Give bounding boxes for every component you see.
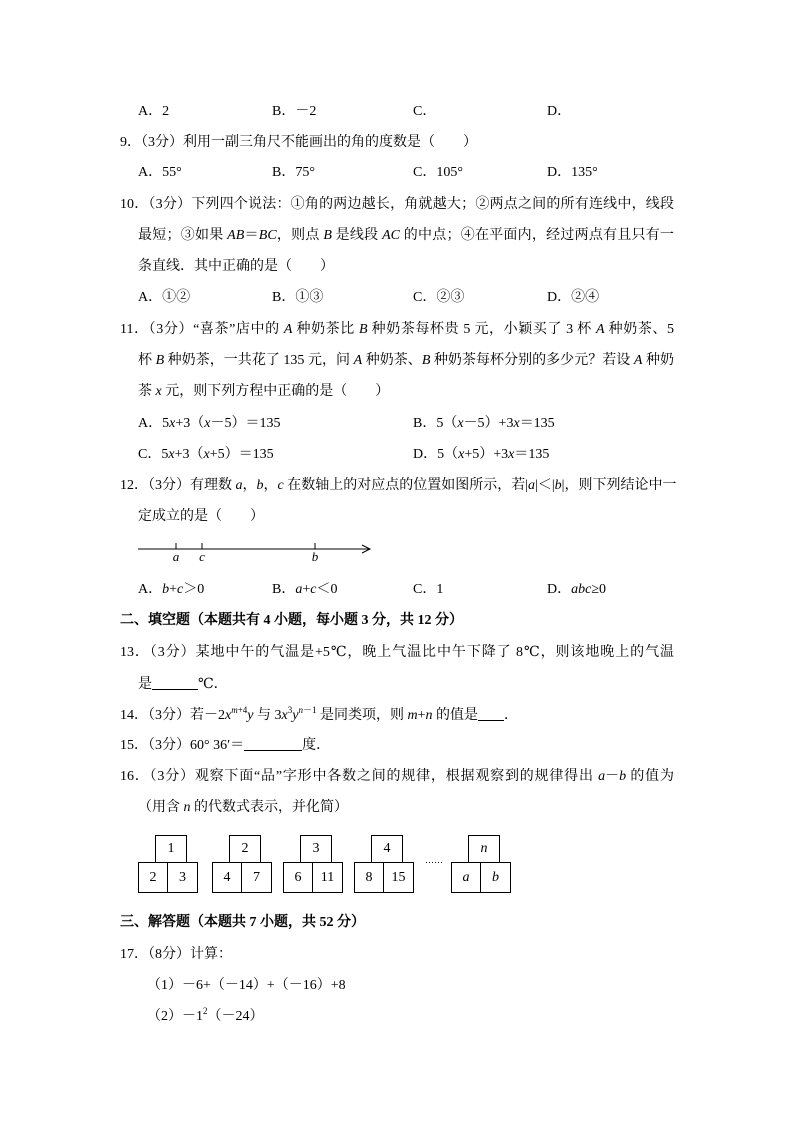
text-run: 在数轴上的对应点的位置如图所示，若| bbox=[283, 478, 529, 493]
text-run: D．5（ bbox=[413, 447, 459, 462]
math-variable: x bbox=[169, 416, 176, 431]
option-c: C． bbox=[413, 104, 437, 119]
question-17-part-1 bbox=[147, 976, 346, 996]
math-variable: B bbox=[323, 228, 332, 243]
text-run: 元，则下列方程中正确的是（ ） bbox=[161, 384, 390, 399]
question-10-options bbox=[0, 288, 794, 308]
math-variable: AC bbox=[382, 228, 401, 243]
text-run: 是同类项，则 bbox=[316, 708, 408, 723]
text-run: ＞0 bbox=[183, 582, 205, 597]
option-c bbox=[138, 445, 274, 465]
text-run: + bbox=[417, 708, 426, 723]
text-run: 种奶茶每杯贵 5 元，小颖买了 3 杯 bbox=[367, 322, 596, 337]
option-c: C．105° bbox=[413, 165, 463, 180]
answer-blank bbox=[244, 736, 302, 751]
question-12-line-2 bbox=[138, 507, 264, 527]
text-run: +3（ bbox=[175, 416, 205, 431]
option-b: B．－2 bbox=[272, 104, 317, 119]
pin-lower-second-cell: 15 bbox=[383, 862, 414, 893]
text-run: +3（ bbox=[174, 447, 204, 462]
text-run: 11．（3分）“喜茶”店中的 bbox=[120, 322, 284, 337]
option-d: D．②④ bbox=[547, 290, 600, 305]
text-run: （－24） bbox=[207, 1009, 264, 1024]
pin-shape-4 bbox=[354, 835, 414, 893]
pin-lower-second-cell: 3 bbox=[167, 862, 198, 893]
text-run: ＝135 bbox=[514, 447, 550, 462]
math-variable: A bbox=[595, 322, 605, 337]
math-variable: n bbox=[183, 800, 191, 815]
text-run: +5）＝135 bbox=[209, 447, 274, 462]
option-d: D． bbox=[547, 104, 572, 119]
option-a bbox=[138, 580, 204, 600]
text-run: ＜0 bbox=[316, 582, 338, 597]
text-run: 最短；③如果 bbox=[138, 228, 228, 243]
text-run: C．1 bbox=[413, 582, 444, 597]
question-10-line-3 bbox=[138, 257, 334, 277]
pin-shape-1 bbox=[138, 835, 198, 893]
math-variable: x bbox=[281, 708, 288, 723]
text-run: 条直线．其中正确的是（ ） bbox=[138, 259, 334, 274]
text-run: 种奶 bbox=[642, 353, 674, 368]
section-fill-in-heading: 二、填空题（本题共有 4 小题，每小题 3 分，共 12 分） bbox=[120, 613, 463, 628]
question-13-line-2 bbox=[138, 675, 228, 695]
math-variable: A bbox=[283, 322, 293, 337]
pin-shape-3 bbox=[283, 835, 343, 893]
math-variable: abc bbox=[571, 582, 592, 597]
question-9-stem: 9．（3分）利用一副三角尺不能画出的角的度数是（ ） bbox=[120, 135, 477, 150]
number-line-figure bbox=[136, 536, 376, 564]
math-variable: b bbox=[554, 478, 562, 493]
text-run: （用含 bbox=[138, 800, 184, 815]
question-17-part-2 bbox=[147, 1007, 264, 1027]
text-run: ＝135 bbox=[519, 416, 555, 431]
pin-lower-first-cell: 8 bbox=[354, 862, 384, 893]
text-run: ． bbox=[504, 708, 518, 723]
option-d: D．135° bbox=[547, 165, 598, 180]
question-9-options bbox=[0, 163, 794, 183]
question-14-text bbox=[120, 705, 478, 723]
text-run: 茶 bbox=[138, 384, 156, 399]
text-run: 14．（3分）若－2 bbox=[120, 708, 225, 723]
question-11-line-3 bbox=[138, 382, 389, 402]
pin-upper-cell: 4 bbox=[371, 835, 403, 863]
math-variable: x bbox=[168, 447, 175, 462]
pin-upper-cell: 2 bbox=[229, 835, 261, 863]
option-b: B．①③ bbox=[272, 290, 324, 305]
text-run: B． bbox=[272, 582, 296, 597]
math-variable: B bbox=[421, 353, 431, 368]
pin-shape-2 bbox=[212, 835, 272, 893]
math-variable: b bbox=[256, 478, 264, 493]
pin-lower-second-cell: 7 bbox=[241, 862, 272, 893]
question-11-options-row-1 bbox=[0, 414, 794, 434]
text-run: |＜| bbox=[535, 478, 555, 493]
text-run: 12．（3分）有理数 bbox=[120, 478, 236, 493]
text-run: 16．（3分）观察下面“品”字形中各数之间的规律，根据观察到的规律得出 bbox=[120, 769, 599, 784]
question-11-options-row-2 bbox=[0, 445, 794, 465]
pin-shape-n bbox=[451, 835, 511, 893]
math-variable: B bbox=[155, 353, 165, 368]
math-variable: b bbox=[162, 582, 170, 597]
text-run: 10．（3分）下列四个说法：①角的两边越长，角就越大；②两点之间的所有连线中，线段 bbox=[120, 197, 674, 212]
option-b bbox=[272, 580, 337, 600]
question-10-line-1 bbox=[120, 195, 674, 215]
text-run: A． bbox=[138, 582, 163, 597]
text-run: 种奶茶比 bbox=[292, 322, 359, 337]
math-variable: x bbox=[458, 447, 465, 462]
question-16-line-1 bbox=[120, 767, 674, 787]
text-run: ＝ bbox=[244, 228, 259, 243]
option-d bbox=[413, 445, 549, 465]
math-variable: x bbox=[508, 447, 515, 462]
math-variable: x bbox=[203, 447, 210, 462]
pin-upper-cell: 3 bbox=[300, 835, 332, 863]
math-variable: x bbox=[513, 416, 520, 431]
question-10-line-2 bbox=[138, 226, 674, 246]
number-line-label-b: b bbox=[311, 549, 319, 564]
pin-upper-cell: 1 bbox=[155, 835, 187, 863]
text-run: 度． bbox=[302, 738, 331, 753]
math-variable: x bbox=[155, 384, 162, 399]
math-variable: c bbox=[310, 582, 317, 597]
option-b bbox=[413, 414, 555, 434]
question-11-line-1 bbox=[120, 320, 674, 340]
option-a: A．55° bbox=[138, 165, 182, 180]
question-13-line-1: 13．（3分）某地中午的气温是+5℃，晚上气温比中午下降了 8℃，则该地晚上的气温 bbox=[120, 645, 674, 660]
text-run: 是 bbox=[138, 677, 152, 692]
question-17-stem: 17．（8分）计算： bbox=[120, 947, 232, 962]
math-variable: a bbox=[235, 478, 243, 493]
pin-lower-first-cell: 2 bbox=[138, 862, 168, 893]
question-12-options bbox=[0, 580, 794, 600]
pin-lower-first-cell: 6 bbox=[283, 862, 313, 893]
superscript: n bbox=[298, 705, 303, 715]
math-variable: BC bbox=[258, 228, 277, 243]
text-run: + bbox=[302, 582, 311, 597]
option-b: B．75° bbox=[272, 165, 315, 180]
text-run: （1）－6+（－14）+（－16）+8 bbox=[147, 978, 346, 993]
math-variable: AB bbox=[227, 228, 245, 243]
option-a bbox=[138, 414, 280, 434]
text-run: D． bbox=[547, 582, 572, 597]
text-run: 的代数式表示，并化简） bbox=[190, 800, 348, 815]
pin-lower-second-cell: b bbox=[480, 862, 511, 893]
text-run: 的值是 bbox=[432, 708, 478, 723]
pin-upper-cell: n bbox=[468, 835, 500, 863]
section-solve-heading: 三、解答题（本题共 7 小题，共 52 分） bbox=[120, 915, 365, 930]
text-run: 定成立的是（ ） bbox=[138, 509, 264, 524]
text-run: +5）+3 bbox=[464, 447, 509, 462]
math-variable: a bbox=[528, 478, 536, 493]
math-variable: y bbox=[247, 708, 254, 723]
answer-blank bbox=[152, 675, 198, 690]
text-run: 与 3 bbox=[253, 708, 282, 723]
question-11-line-2 bbox=[138, 351, 674, 371]
option-d bbox=[547, 580, 606, 600]
math-variable: m bbox=[407, 708, 418, 723]
text-run: |，则下列结论中一 bbox=[561, 478, 677, 493]
option-c bbox=[413, 580, 443, 600]
text-run: 种奶茶每杯分别的多少元？若设 bbox=[430, 353, 634, 368]
math-variable: a bbox=[295, 582, 303, 597]
text-run: 15．（3分）60° 36′＝ bbox=[120, 738, 245, 753]
text-run: 是线段 bbox=[331, 228, 383, 243]
text-run: 的中点；④在平面内，经过两点有且只有一 bbox=[400, 228, 675, 243]
answer-blank bbox=[478, 706, 504, 721]
superscript: 3 bbox=[287, 705, 293, 715]
math-variable: y bbox=[292, 708, 299, 723]
text-run: + bbox=[169, 582, 178, 597]
math-variable: c bbox=[277, 478, 284, 493]
option-a: A．2 bbox=[138, 104, 170, 119]
text-run: ，则点 bbox=[276, 228, 324, 243]
option-a: A．①② bbox=[138, 290, 191, 305]
math-variable: B bbox=[358, 322, 368, 337]
text-run: 种奶茶、5 bbox=[604, 322, 675, 337]
number-line-label-c: c bbox=[199, 549, 205, 564]
question-14 bbox=[120, 706, 518, 726]
math-variable: A bbox=[633, 353, 643, 368]
option-c: C．②③ bbox=[413, 290, 465, 305]
math-variable: A bbox=[353, 353, 363, 368]
math-variable: x bbox=[204, 416, 211, 431]
math-variable: b bbox=[619, 769, 627, 784]
superscript: m bbox=[231, 705, 238, 715]
text-run: 的值为 bbox=[626, 769, 674, 784]
math-variable: x bbox=[457, 416, 464, 431]
text-run: 种奶茶、 bbox=[362, 353, 422, 368]
superscript: 2 bbox=[203, 1006, 208, 1016]
text-run: 种奶茶，一共花了 135 元，问 bbox=[164, 353, 354, 368]
question-12-line-1 bbox=[120, 476, 677, 496]
text-run: B．5（ bbox=[413, 416, 458, 431]
math-variable: x bbox=[225, 708, 232, 723]
text-run: C．5 bbox=[138, 447, 169, 462]
text-run: （2）－1 bbox=[147, 1009, 203, 1024]
pin-lower-second-cell: 11 bbox=[312, 862, 343, 893]
question-8-options bbox=[0, 102, 794, 122]
text-run: ， bbox=[263, 478, 278, 493]
text-run: ， bbox=[242, 478, 257, 493]
question-16-line-2 bbox=[138, 798, 348, 818]
math-variable: n bbox=[425, 708, 433, 723]
text-run: ℃． bbox=[198, 677, 228, 692]
text-run: A．5 bbox=[138, 416, 170, 431]
text-run: －5）＝135 bbox=[210, 416, 281, 431]
math-variable: c bbox=[177, 582, 184, 597]
text-run: 杯 bbox=[138, 353, 156, 368]
question-15 bbox=[120, 736, 330, 756]
pin-lower-first-cell: 4 bbox=[212, 862, 242, 893]
superscript: +4 bbox=[237, 705, 248, 715]
number-line-label-a: a bbox=[172, 549, 180, 564]
superscript: －1 bbox=[302, 705, 317, 715]
pin-lower-first-cell: a bbox=[451, 862, 481, 893]
math-variable: a bbox=[598, 769, 606, 784]
text-run: －5）+3 bbox=[463, 416, 514, 431]
text-run: ≥0 bbox=[591, 582, 607, 597]
text-run: － bbox=[605, 769, 620, 784]
ellipsis: …… bbox=[425, 855, 443, 865]
